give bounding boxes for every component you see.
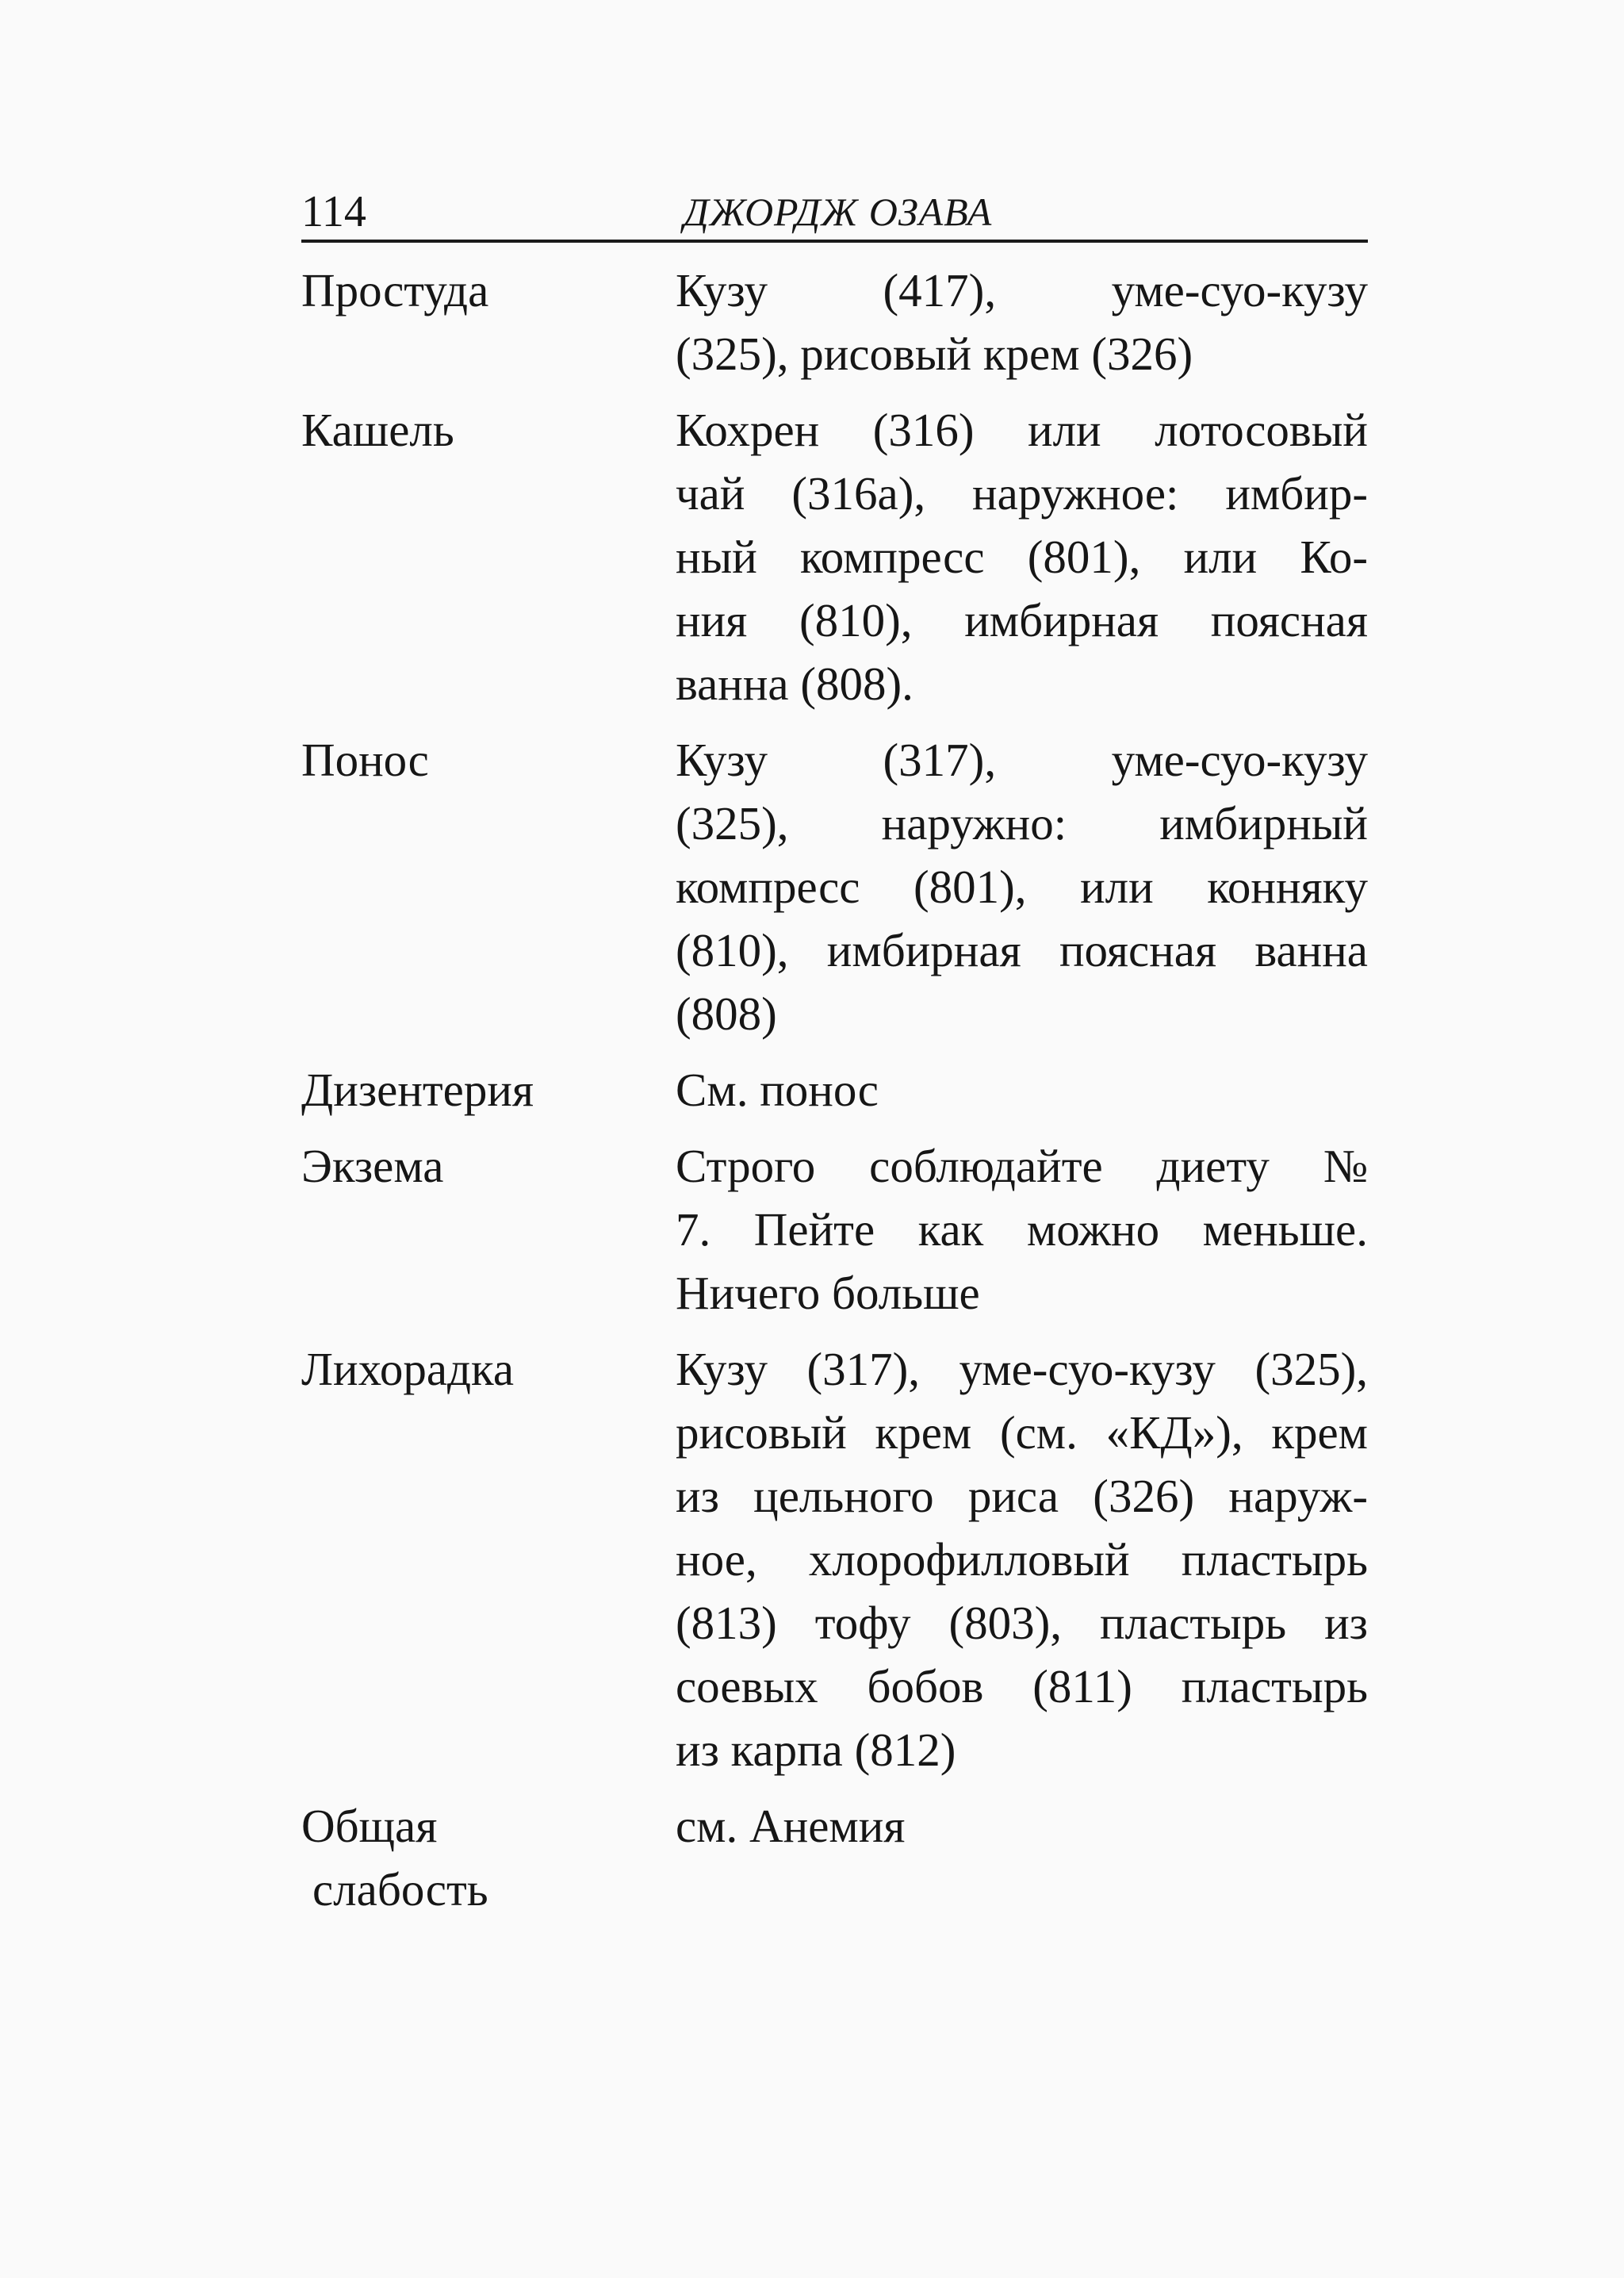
remedy-entry [301, 1134, 1368, 1325]
condition-term [301, 1794, 676, 1921]
remedy-description-line: (325), рисовый крем (326) [676, 328, 1193, 380]
remedy-entry [301, 728, 1368, 1045]
remedy-description-line: (325), наружно: имбирный [676, 797, 1368, 849]
remedy-entry [301, 398, 1368, 715]
remedy-description-line: компресс (801), или конняку [676, 861, 1368, 913]
remedy-description-line: Кузу (317), уме-суо-кузу (325), [676, 1343, 1368, 1395]
condition-term-line: слабость [312, 1863, 488, 1916]
remedy-description [676, 1058, 1368, 1122]
remedy-description [676, 1337, 1368, 1781]
remedy-description-line: ное, хлорофилловый пластырь [676, 1533, 1368, 1586]
remedy-list [301, 259, 1368, 1934]
header-rule [301, 240, 1368, 243]
condition-term-line: Лихорадка [301, 1343, 515, 1395]
remedy-description-line: 7. Пейте как можно меньше. [676, 1203, 1368, 1256]
remedy-description [676, 259, 1368, 385]
remedy-description-line: ный компресс (801), или Ко- [676, 531, 1368, 583]
condition-term [301, 259, 676, 322]
page-header [301, 184, 1368, 240]
remedy-description-line: из карпа (812) [676, 1724, 956, 1776]
remedy-entry [301, 1794, 1368, 1921]
condition-term [301, 1337, 676, 1401]
remedy-description-line: Кузу (417), уме-суо-кузу [676, 264, 1368, 316]
remedy-description-line: (810), имбирная поясная ванна [676, 924, 1368, 976]
remedy-description-line: соевых бобов (811) пластырь [676, 1660, 1368, 1712]
remedy-description-line: из цельного риса (326) наруж- [676, 1470, 1368, 1522]
running-title: ДЖОРДЖ ОЗАВА [684, 190, 993, 234]
remedy-entry [301, 259, 1368, 385]
condition-term-line: Простуда [301, 264, 489, 316]
remedy-description [676, 398, 1368, 715]
page-number: 114 [301, 187, 366, 236]
remedy-entry [301, 1337, 1368, 1781]
remedy-description [676, 1134, 1368, 1325]
condition-term-line: Дизентерия [301, 1064, 534, 1116]
remedy-description-line: (813) тофу (803), пластырь из [676, 1597, 1368, 1649]
remedy-entry [301, 1058, 1368, 1122]
remedy-description-line: (808) [676, 988, 777, 1040]
condition-term-line: Общая [301, 1800, 438, 1852]
condition-term [301, 728, 676, 792]
remedy-description-line: чай (316а), наружное: имбир- [676, 467, 1368, 520]
remedy-description-line: Строго соблюдайте диету № [676, 1140, 1368, 1192]
remedy-description-line: Кузу (317), уме-суо-кузу [676, 734, 1368, 786]
remedy-description-line: ванна (808). [676, 658, 914, 710]
remedy-description [676, 728, 1368, 1045]
remedy-description-line: Кохрен (316) или лотосовый [676, 404, 1368, 456]
remedy-description-line: рисовый крем (см. «КД»), крем [676, 1406, 1368, 1459]
condition-term [301, 1134, 676, 1198]
condition-term-line: Кашель [301, 404, 454, 456]
remedy-description-line: Ничего больше [676, 1267, 980, 1319]
condition-term [301, 1058, 676, 1122]
remedy-description-line: см. Анемия [676, 1800, 906, 1852]
remedy-description [676, 1794, 1368, 1858]
condition-term-line: Понос [301, 734, 429, 786]
condition-term [301, 398, 676, 462]
condition-term-line: Экзема [301, 1140, 444, 1192]
remedy-description-line: См. понос [676, 1064, 879, 1116]
remedy-description-line: ния (810), имбирная поясная [676, 594, 1368, 646]
